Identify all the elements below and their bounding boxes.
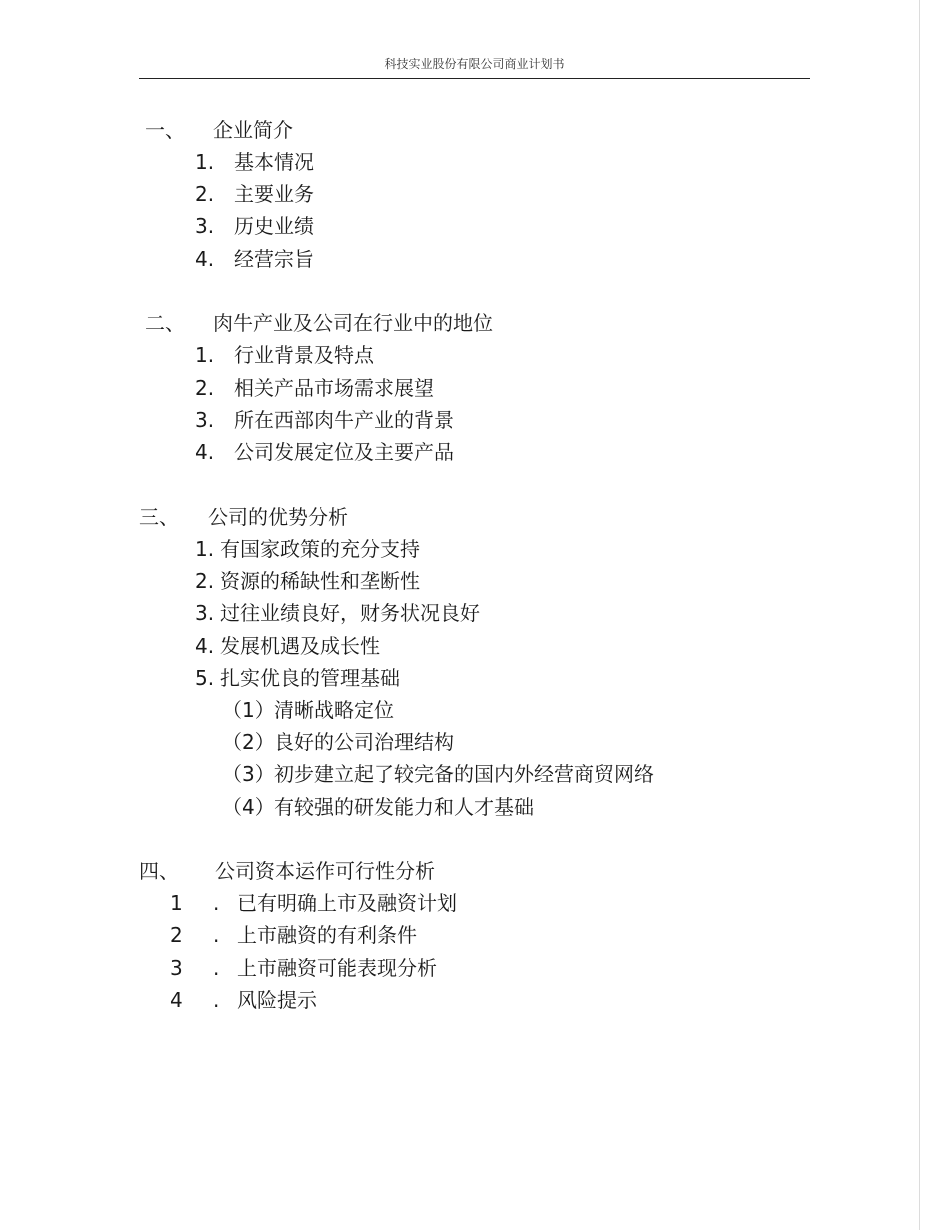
section-2-item-4-text: 公司发展定位及主要产品: [234, 440, 454, 464]
section-3-title: 公司的优势分析: [208, 505, 348, 529]
section-3-subitem-1-text: 清晰战略定位: [274, 698, 394, 722]
section-2-item-4-number: 4.: [195, 440, 215, 464]
section-1-item-2-text: 主要业务: [234, 182, 314, 206]
section-3-number: 三、: [139, 505, 179, 529]
section-2-item-2-number: 2.: [195, 376, 215, 400]
section-4-item-3-dot: .: [213, 956, 220, 980]
section-1-item-3-number: 3.: [195, 214, 215, 238]
section-4-item-4-number: 4: [170, 988, 183, 1012]
section-4-item-2-number: 2: [170, 923, 183, 947]
section-3-item-1-text: 有国家政策的充分支持: [220, 537, 420, 561]
section-4-item-2-text: 上市融资的有利条件: [237, 923, 417, 947]
section-3-subitem-1-number: （1）: [222, 698, 275, 722]
header-rule: [139, 78, 810, 79]
section-1-item-3-text: 历史业绩: [234, 214, 314, 238]
section-4-item-3-text: 上市融资可能表现分析: [237, 956, 437, 980]
section-4-number: 四、: [139, 859, 179, 883]
section-4-item-4-text: 风险提示: [237, 988, 317, 1012]
section-2-item-3-number: 3.: [195, 408, 215, 432]
section-3-item-5-text: 扎实优良的管理基础: [220, 666, 400, 690]
section-1-item-1-text: 基本情况: [234, 150, 314, 174]
section-2-item-3-text: 所在西部肉牛产业的背景: [234, 408, 454, 432]
section-3-item-5-number: 5.: [195, 666, 215, 690]
section-1-item-4-number: 4.: [195, 247, 215, 271]
section-3-item-4-number: 4.: [195, 634, 215, 658]
section-2-item-2-text: 相关产品市场需求展望: [234, 376, 434, 400]
section-3-item-2-text: 资源的稀缺性和垄断性: [220, 569, 420, 593]
section-3-item-2-number: 2.: [195, 569, 215, 593]
section-3-item-1-number: 1.: [195, 537, 215, 561]
section-4-item-1-number: 1: [170, 891, 183, 915]
section-4-item-4-dot: .: [213, 988, 220, 1012]
section-4-item-2-dot: .: [213, 923, 220, 947]
section-3-subitem-4-number: （4）: [222, 795, 275, 819]
section-1-number: 一、: [145, 118, 185, 142]
section-2-item-1-text: 行业背景及特点: [234, 343, 374, 367]
section-3-item-3-text: 过往业绩良好，财务状况良好: [220, 601, 480, 625]
section-1-item-4-text: 经营宗旨: [234, 247, 314, 271]
section-1-title: 企业简介: [213, 118, 293, 142]
section-3-subitem-3-text: 初步建立起了较完备的国内外经营商贸网络: [274, 762, 654, 786]
section-1-item-2-number: 2.: [195, 182, 215, 206]
page-header: 科技实业股份有限公司商业计划书: [384, 57, 565, 71]
section-4-item-1-text: 已有明确上市及融资计划: [237, 891, 457, 915]
section-2-item-1-number: 1.: [195, 343, 215, 367]
section-4-title: 公司资本运作可行性分析: [215, 859, 435, 883]
section-4-item-3-number: 3: [170, 956, 183, 980]
section-4-item-1-dot: .: [213, 891, 220, 915]
section-3-subitem-3-number: （3）: [222, 762, 275, 786]
section-3-subitem-4-text: 有较强的研发能力和人才基础: [274, 795, 534, 819]
section-3-item-3-number: 3.: [195, 601, 215, 625]
section-3-item-4-text: 发展机遇及成长性: [220, 634, 380, 658]
section-3-subitem-2-number: （2）: [222, 730, 275, 754]
section-1-item-1-number: 1.: [195, 150, 215, 174]
page-edge-divider: [919, 0, 920, 1230]
section-2-title: 肉牛产业及公司在行业中的地位: [213, 311, 493, 335]
section-2-number: 二、: [145, 311, 185, 335]
section-3-subitem-2-text: 良好的公司治理结构: [274, 730, 454, 754]
